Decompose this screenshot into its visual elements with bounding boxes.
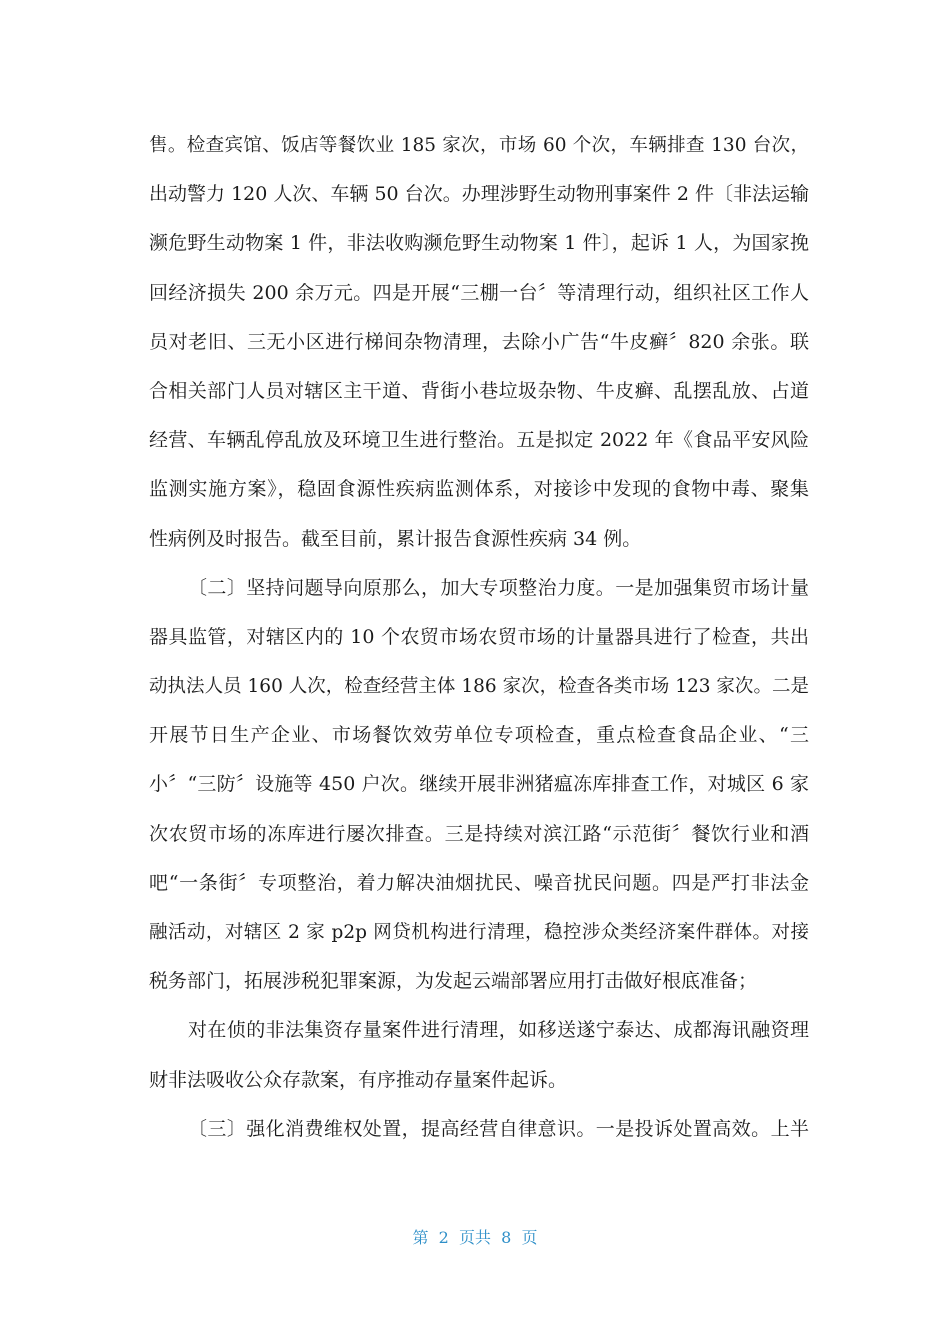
text-line: 售。检查宾馆、饭店等餐饮业 185 家次，市场 60 个次，车辆排查 130 台次， [149,135,809,156]
text-line: 经营、车辆乱停乱放及环境卫生进行整治。五是拟定 2022 年《食品平安风险 [149,429,809,452]
page-number-footer: 第 2 页共 8 页 [412,1228,538,1247]
text-line: 性病例及时报告。截至目前，累计报告食源性疾病 34 例。 [149,527,642,550]
section-heading-line: 〔三〕强化消费维权处置，提高经营自律意识。一是投诉处置高效。上半 [188,1117,809,1140]
document-body [149,121,809,1154]
text-line: 次农贸市场的冻库进行屡次排查。三是持续对滨江路“示范街〞餐饮行业和酒 [149,822,809,845]
text-line: 出动警力 120 人次、车辆 50 台次。办理涉野生动物刑事案件 2 件〔非法运输 [149,183,809,206]
text-line: 器具监管，对辖区内的 10 个农贸市场农贸市场的计量器具进行了检查，共出 [149,625,809,648]
text-line: 濒危野生动物案 1 件，非法收购濒危野生动物案 1 件〕，起诉 1 人，为国家挽 [149,232,809,255]
text-line: 员对老旧、三无小区进行梯间杂物清理，去除小广告“牛皮癣〞820 余张。联 [149,330,809,353]
text-line: 合相关部门人员对辖区主干道、背街小巷垃圾杂物、牛皮癣、乱摆乱放、占道 [149,379,809,402]
text-line: 融活动，对辖区 2 家 p2p 网贷机构进行清理，稳控涉众类经济案件群体。对接 [149,922,809,943]
text-line: 监测实施方案》，稳固食源性疾病监测体系，对接诊中发现的食物中毒、聚集 [149,478,809,501]
text-line: 吧“一条街〞专项整治，着力解决油烟扰民、噪音扰民问题。四是严打非法金 [149,871,809,894]
text-line: 回经济损失 200 余万元。四是开展“三棚一台〞等清理行动，组织社区工作人 [149,281,809,304]
text-line: 开展节日生产企业、市场餐饮效劳单位专项检查，重点检查食品企业、“三 [149,724,809,747]
section-heading-line: 〔二〕坚持问题导向原那么，加大专项整治力度。一是加强集贸市场计量 [188,576,809,599]
text-line: 小〞“三防〞设施等 450 户次。继续开展非洲猪瘟冻库排查工作，对城区 6 家 [149,773,809,796]
text-line: 财非法吸收公众存款案，有序推动存量案件起诉。 [149,1068,568,1091]
text-line: 对在侦的非法集资存量案件进行清理，如移送遂宁泰达、成都海讯融资理 [188,1019,809,1042]
text-line: 动执法人员 160 人次，检查经营主体 186 家次，检查各类市场 123 家次。二是 [149,676,809,698]
text-line: 税务部门，拓展涉税犯罪案源，为发起云端部署应用打击做好根底准备； [149,970,758,993]
